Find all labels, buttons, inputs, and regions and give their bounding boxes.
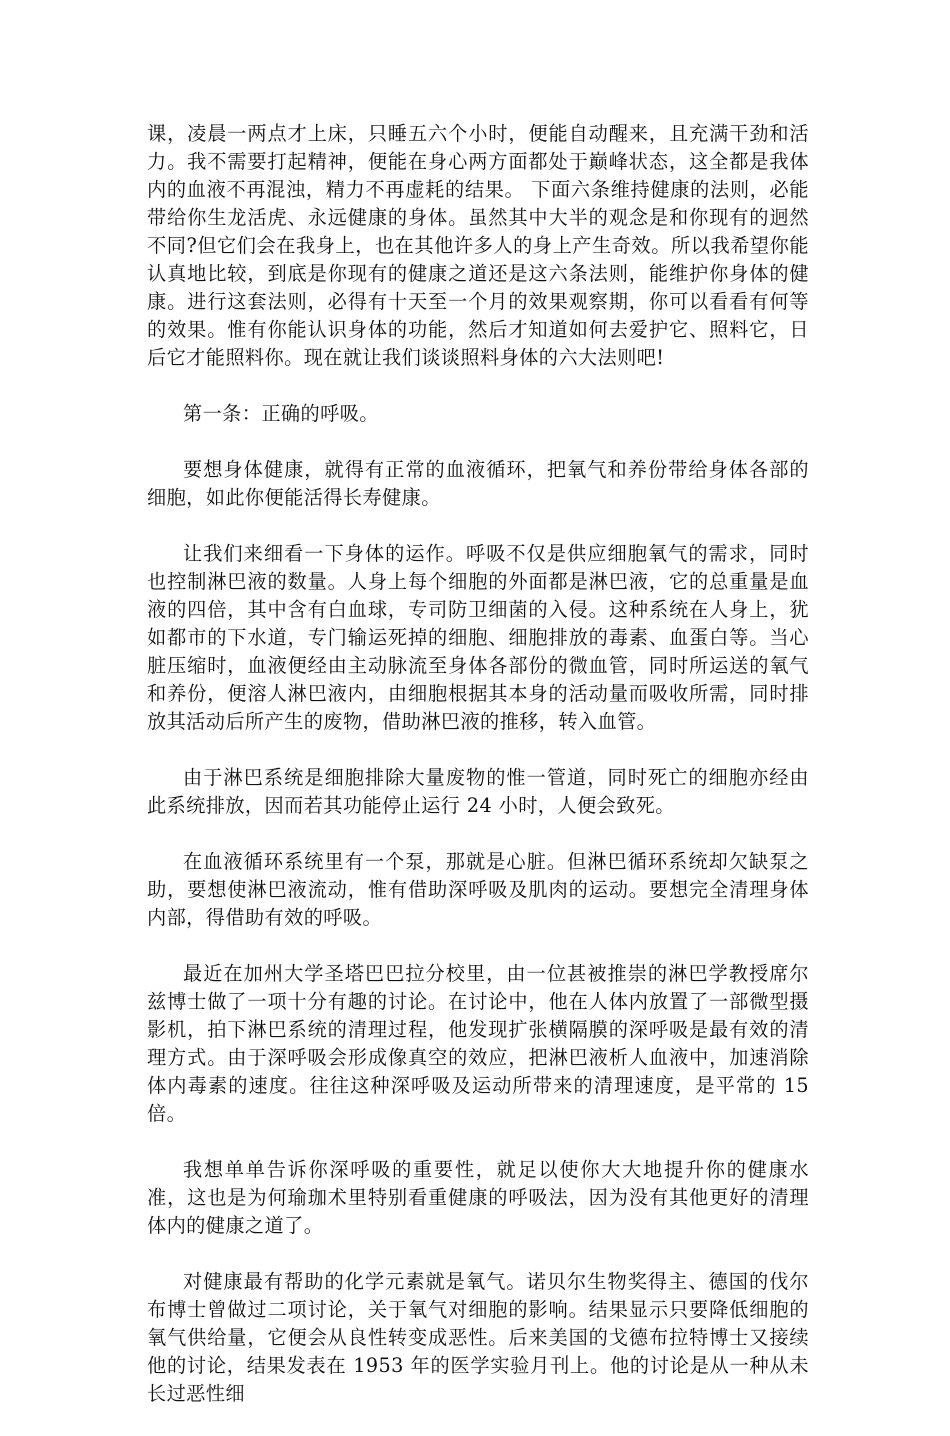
paragraph-circulation: 要想身体健康，就得有正常的血液循环，把氧气和养份带给身体各部的细胞，如此你便能活得长寿健康。 (147, 458, 809, 509)
paragraph-deep-breathing: 我想单单告诉你深呼吸的重要性，就足以使你大大地提升你的健康水准，这也是为何瑜珈术里特别看重健康的呼吸法，因为没有其他更好的清理体内的健康之道了。 (147, 1158, 809, 1237)
paragraph-lymph-function: 由于淋巴系统是细胞排除大量废物的惟一管道，同时死亡的细胞亦经由此系统排放，因而若其功能停止运行 24 小时，人便会致死。 (147, 766, 809, 817)
paragraph-rule-one-heading: 第一条：正确的呼吸。 (183, 402, 379, 425)
paragraph-lymph-overview: 让我们来细看一下身体的运作。呼吸不仅是供应细胞氧气的需求，同时也控制淋巴液的数量。人身上每个细胞的外面都是淋巴液，它的总重量是血液的四倍，其中含有白血球，专司防卫细菌的入侵。这种系统在人身上，犹如都市的下水道，专门输运死掉的细胞、细胞排放的毒素、血蛋白等。当心脏压缩时，血液便经由主动脉流至身体各部份的微血管，同时所运送的氧气和养份，便溶人淋巴液内，由细胞根据其本身的活动量而吸收所需，同时排放其活动后所产生的废物，借助淋巴液的推移，转入血管。 (147, 542, 809, 733)
document-body (147, 120, 809, 1436)
paragraph-oxygen: 对健康最有帮助的化学元素就是氧气。诺贝尔生物奖得主、德国的伐尔布博士曾做过二项讨论，关于氧气对细胞的影响。结果显示只要降低细胞的氧气供给量，它便会从良性转变成恶性。后来美国的戈德布拉特博士又接续他的讨论，结果发表在 1953 年的医学实验月刊上。他的讨论是从一种从未长过恶性细 (147, 1270, 809, 1405)
paragraph-intro: 课，凌晨一两点才上床，只睡五六个小时，便能自动醒来，且充满干劲和活力。我不需要打起精神，便能在身心两方面都处于巅峰状态，这全都是我体内的血液不再混浊，精力不再虚耗的结果。 下面六条维持健康的法则，必能带给你生龙活虎、永远健康的身体。虽然其中大半的观念是和你现有的迥然不同?但它们会在我身上，也在其他许多人的身上产生奇效。所以我希望你能认真地比较，到底是你现有的健康之道还是这六条法则，能维护你身体的健康。进行这套法则，必得有十天至一个月的效果观察期，你可以看看有何等的效果。惟有你能认识身体的功能，然后才知道如何去爱护它、照料它，日后它才能照料你。现在就让我们谈谈照料身体的六大法则吧! (147, 122, 809, 369)
paragraph-research: 最近在加州大学圣塔巴巴拉分校里，由一位甚被推崇的淋巴学教授席尔兹博士做了一项十分有趣的讨论。在讨论中，他在人体内放置了一部微型摄影机，拍下淋巴系统的清理过程，他发现扩张横隔膜的深呼吸是最有效的清理方式。由于深呼吸会形成像真空的效应，把淋巴液析人血液中，加速消除体内毒素的速度。往往这种深呼吸及运动所带来的清理速度，是平常的 15 倍。 (147, 962, 809, 1125)
paragraph-heart-pump: 在血液循环系统里有一个泵，那就是心脏。但淋巴循环系统却欠缺泵之助，要想使淋巴液流动，惟有借助深呼吸及肌肉的运动。要想完全清理身体内部，得借助有效的呼吸。 (147, 850, 809, 929)
